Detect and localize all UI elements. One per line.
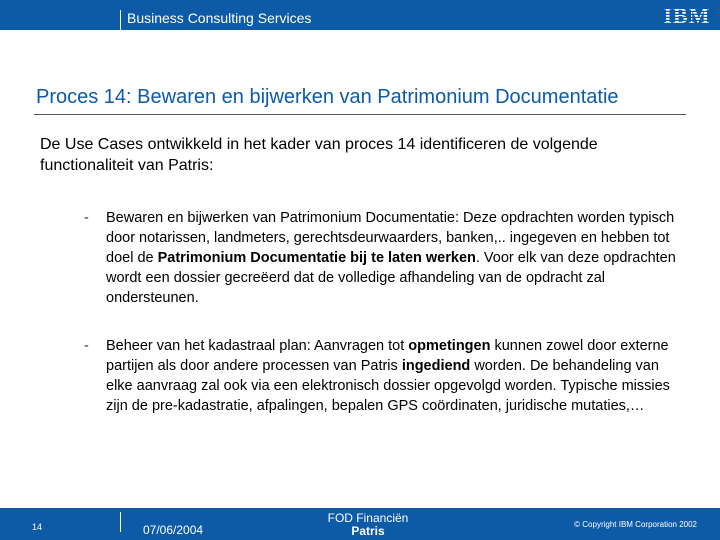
- bullet-item-1: [84, 208, 684, 308]
- bullet-1-text-a: Bewaren en bijwerken van Patrimonium Documentatie: Deze opdrachten worden typisch door notarissen, landmeters, gerechtsdeurwaarders, banken,.. ingegeven en hebben tot doel de: [106, 210, 675, 266]
- bullet-1-bold-a: Patrimonium Documentatie bij te laten werken: [157, 250, 476, 266]
- header-bar: [0, 0, 720, 30]
- bullet-item-2: [84, 336, 684, 416]
- title-divider: [34, 114, 686, 115]
- footer-bar: [0, 508, 720, 540]
- footer-org-line1: FOD Financiën: [327, 511, 409, 525]
- intro-text: De Use Cases ontwikkeld in het kader van proces 14 identificeren de volgende functionaliteit van Patris:: [40, 136, 598, 174]
- ibm-logo: [660, 3, 714, 27]
- footer-org: [318, 512, 418, 538]
- header-org-name: Business Consulting Services: [127, 10, 312, 26]
- bullet-2-bold-b: ingediend: [401, 358, 471, 374]
- bullet-marker: -: [84, 338, 89, 354]
- bullet-marker: -: [84, 210, 89, 226]
- footer-org-line2: Patris: [351, 524, 385, 538]
- header-divider: [120, 10, 121, 30]
- bullet-2-text-b: kunnen zowel door externe partijen als door andere processen van Patris: [106, 338, 669, 374]
- bullet-1-text-b: . Voor elk van deze opdrachten wordt een dossier gecreëerd dat de volledige afhandeling van de opdracht zal ondersteunen.: [106, 250, 676, 306]
- bullet-2-text-a: Beheer van het kadastraal plan: Aanvragen tot: [106, 338, 409, 354]
- slide-title: Proces 14: Bewaren en bijwerken van Patrimonium Documentatie: [36, 86, 619, 108]
- bullet-2-text-c: worden. De behandeling van elke aanvraag zal ook via een elektronisch dossier opgevolgd worden. Typische missies zijn de pre-kadastratie, afpalingen, bepalen GPS coördinaten, juridische mutaties,…: [106, 358, 670, 414]
- ibm-logo-text: IBM: [663, 3, 711, 27]
- footer-date: 07/06/2004: [143, 523, 204, 537]
- footer-divider: [120, 512, 121, 532]
- footer-copyright: © Copyright IBM Corporation 2002: [574, 520, 697, 529]
- page-number: 14: [32, 522, 43, 532]
- bullet-2-bold-a: opmetingen: [408, 338, 491, 354]
- bullet-list: [84, 208, 684, 416]
